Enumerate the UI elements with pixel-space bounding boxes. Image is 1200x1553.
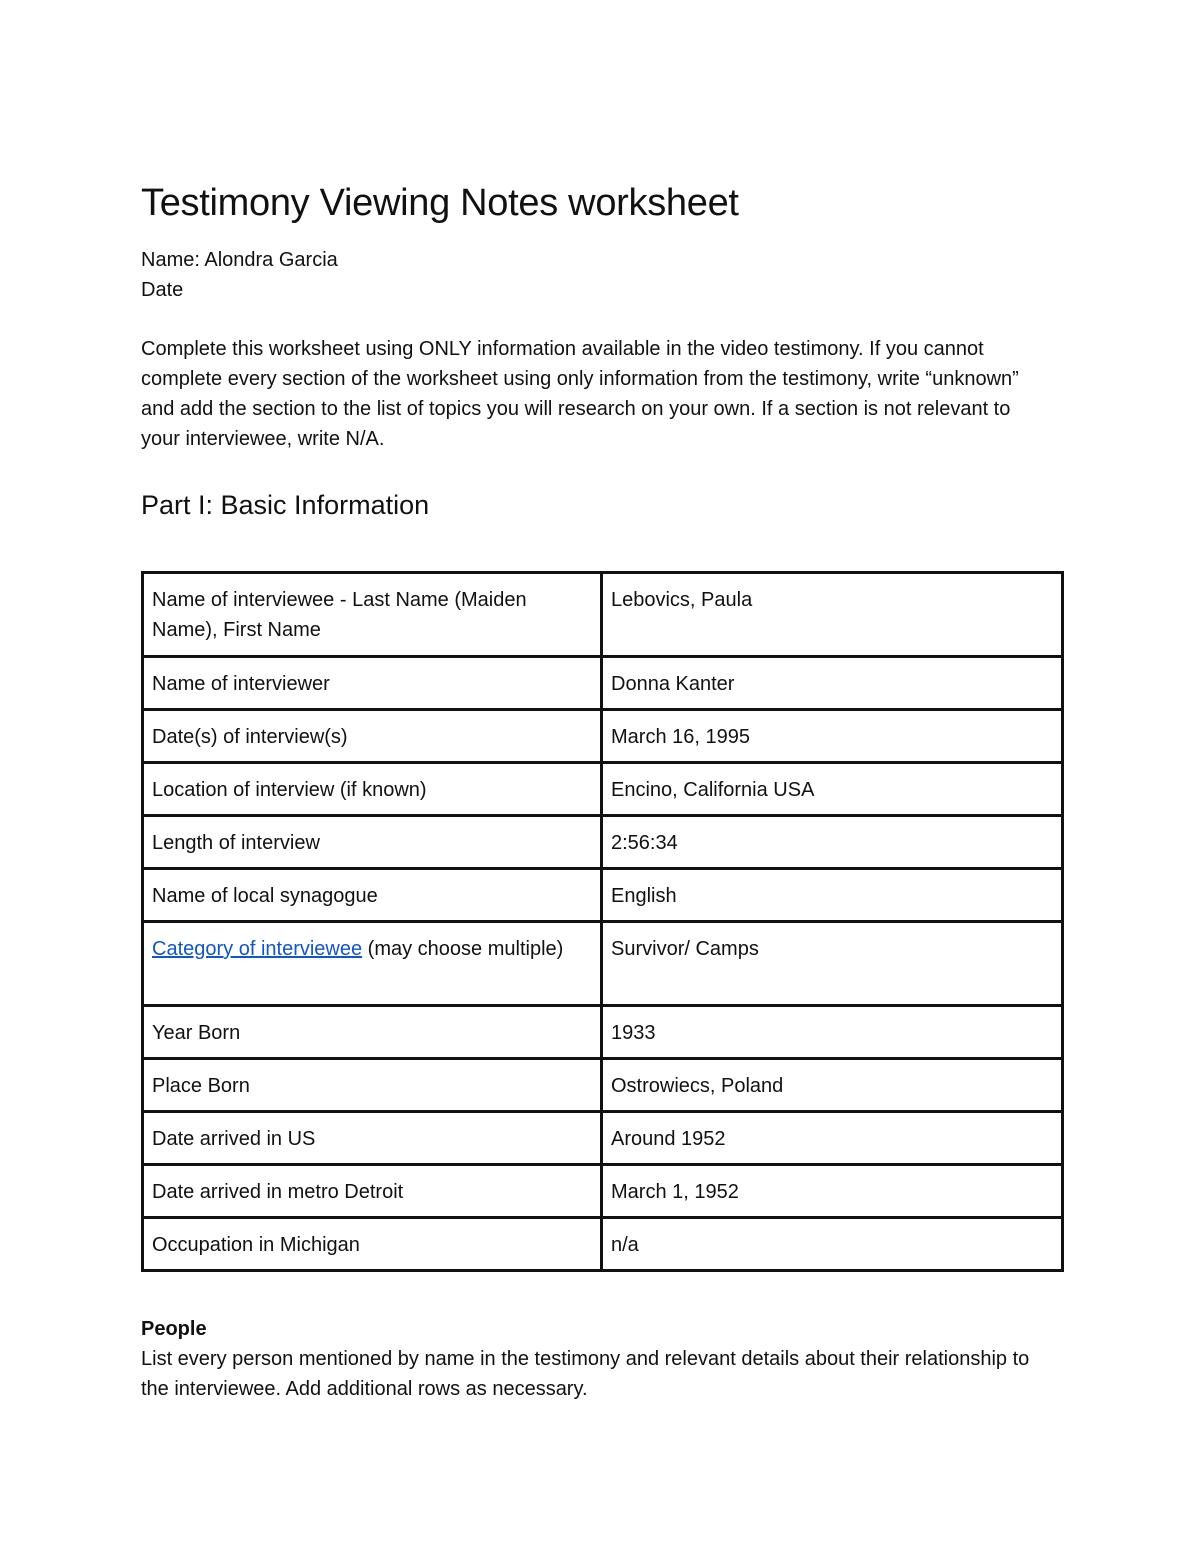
row-label: [143, 922, 602, 1006]
row-value[interactable]: English: [602, 869, 1063, 922]
row-label: Name of interviewer: [143, 657, 602, 710]
category-of-interviewee-link[interactable]: Category of interviewee: [152, 938, 363, 960]
table-row: [143, 1165, 1063, 1218]
table-row: [143, 763, 1063, 816]
row-value[interactable]: n/a: [602, 1218, 1063, 1271]
table-row: [143, 816, 1063, 869]
page-title: Testimony Viewing Notes worksheet: [141, 182, 739, 224]
student-name: Name: Alondra Garcia: [141, 249, 338, 271]
row-value[interactable]: Ostrowiecs, Poland: [602, 1059, 1063, 1112]
part-1-heading: Part I: Basic Information: [141, 490, 430, 520]
row-value[interactable]: March 1, 1952: [602, 1165, 1063, 1218]
row-label: Date arrived in metro Detroit: [143, 1165, 602, 1218]
row-value[interactable]: 2:56:34: [602, 816, 1063, 869]
row-value[interactable]: Encino, California USA: [602, 763, 1063, 816]
table-row: [143, 1059, 1063, 1112]
row-value[interactable]: Lebovics, Paula: [602, 573, 1063, 657]
row-label: Location of interview (if known): [143, 763, 602, 816]
row-label: Name of interviewee - Last Name (Maiden Name), First Name: [143, 573, 602, 657]
table-row: [143, 922, 1063, 1006]
table-row: [143, 1112, 1063, 1165]
basic-information-table: [141, 571, 1064, 1272]
row-value[interactable]: Around 1952: [602, 1112, 1063, 1165]
row-label: Year Born: [143, 1006, 602, 1059]
table-row: [143, 573, 1063, 657]
row-label: Date(s) of interview(s): [143, 710, 602, 763]
date-label: Date: [141, 279, 184, 301]
instructions-paragraph: Complete this worksheet using ONLY information available in the video testimony. If you cannot complete every section of the worksheet using only information from the testimony, write “unknown” and add the section to the list of topics you will research on your own. If a section is not relevant to your interviewee, write N/A.: [141, 338, 1019, 450]
table-row: [143, 1218, 1063, 1271]
table-row: [143, 657, 1063, 710]
row-label: Name of local synagogue: [143, 869, 602, 922]
people-heading: People: [141, 1318, 207, 1340]
row-value[interactable]: Donna Kanter: [602, 657, 1063, 710]
table-row: [143, 710, 1063, 763]
row-label: Date arrived in US: [143, 1112, 602, 1165]
people-instructions: List every person mentioned by name in the testimony and relevant details about their relationship to the interviewee. Add additional rows as necessary.: [141, 1348, 1030, 1400]
row-label: Length of interview: [143, 816, 602, 869]
row-value[interactable]: March 16, 1995: [602, 710, 1063, 763]
row-label: Place Born: [143, 1059, 602, 1112]
row-label-rest: (may choose multiple): [362, 938, 564, 960]
row-value[interactable]: 1933: [602, 1006, 1063, 1059]
table-row: [143, 869, 1063, 922]
row-label: Occupation in Michigan: [143, 1218, 602, 1271]
row-value[interactable]: Survivor/ Camps: [602, 922, 1063, 1006]
table-row: [143, 1006, 1063, 1059]
